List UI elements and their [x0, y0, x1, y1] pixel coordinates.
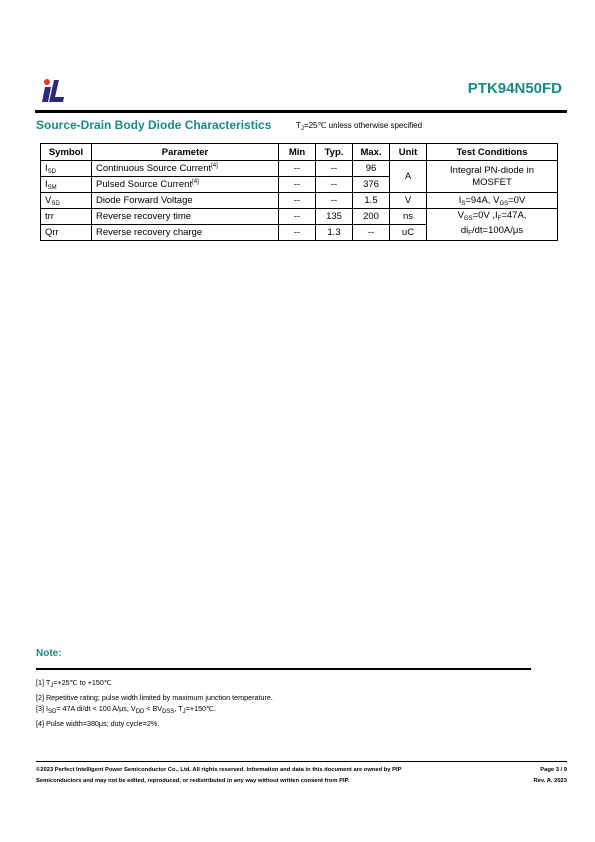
typ-cell: -- — [316, 177, 353, 193]
section-title: Source-Drain Body Diode Characteristics — [36, 118, 272, 132]
unit-cell: uC — [390, 225, 427, 241]
min-cell: -- — [279, 225, 316, 241]
header-typ: Typ. — [316, 144, 353, 161]
typ-cell: 1.3 — [316, 225, 353, 241]
header-rule — [35, 110, 567, 113]
header-min: Min — [279, 144, 316, 161]
notes-title: Note: — [36, 648, 62, 659]
revision: Rev. A. 2023 — [533, 778, 567, 784]
unit-cell: ns — [390, 209, 427, 225]
section-condition: $T_J=25℃$ unless otherwise specified — [296, 121, 423, 132]
footer-rule — [36, 761, 567, 762]
parameter-cell: Reverse recovery charge — [92, 225, 279, 241]
typ-cell: 135 — [316, 209, 353, 225]
conditions-cell: $I_S=94A$, $V_{GS}=0V$ — [427, 193, 558, 209]
symbol-cell: $I_{SM}$ — [41, 177, 92, 193]
header-parameter: Parameter — [92, 144, 279, 161]
part-number: PTK94N50FD — [467, 80, 562, 97]
conditions-cell: $V_{GS}=0V$ $,I_F=47A$, $di_F/dt=100A/\mu s$ — [427, 209, 558, 241]
parameter-cell: Pulsed Source Current[4] — [92, 177, 279, 193]
min-cell: -- — [279, 209, 316, 225]
notes-rule — [36, 668, 531, 670]
symbol-cell: $I_{SD}$ — [41, 161, 92, 177]
parameter-cell: Continuous Source Current[4] — [92, 161, 279, 177]
max-cell: 376 — [353, 177, 390, 193]
footer-line: ©2023 Perfect Intelligent Power Semiconductor Co., Ltd. All rights reserved. Information and data in this document are owned by PIP — [36, 767, 402, 773]
parameter-cell: Diode Forward Voltage — [92, 193, 279, 209]
conditions-cell: Integral PN-diode in MOSFET — [427, 161, 558, 193]
table-row — [41, 209, 558, 225]
unit-cell: A — [390, 161, 427, 193]
symbol-cell: trr — [41, 209, 92, 225]
max-cell: 96 — [353, 161, 390, 177]
note-item: [1] $T_J=+25℃$ to +150℃ — [36, 678, 112, 689]
symbol-cell: $V_{SD}$ — [41, 193, 92, 209]
table-row — [41, 193, 558, 209]
min-cell: -- — [279, 161, 316, 177]
typ-cell: -- — [316, 193, 353, 209]
max-cell: 200 — [353, 209, 390, 225]
table-row — [41, 161, 558, 177]
footer-line: Semiconductors and may not be edited, reproduced, or redistributed in any way without written consent from PIP. — [36, 778, 350, 784]
diode-characteristics-table — [40, 143, 558, 241]
parameter-cell: Reverse recovery time — [92, 209, 279, 225]
unit-cell: V — [390, 193, 427, 209]
note-item: [2] Repetitive rating; pulse width limited by maximum junction temperature. — [36, 693, 273, 702]
header-unit: Unit — [390, 144, 427, 161]
page-number: Page 3 / 9 — [540, 767, 567, 773]
max-cell: -- — [353, 225, 390, 241]
min-cell: -- — [279, 177, 316, 193]
footer-copyright — [36, 765, 401, 787]
typ-cell: -- — [316, 161, 353, 177]
header-max: Max. — [353, 144, 390, 161]
header-test-conditions: Test Conditions — [427, 144, 558, 161]
company-logo — [42, 78, 66, 104]
table-header-row — [41, 144, 558, 161]
header-symbol: Symbol — [41, 144, 92, 161]
min-cell: -- — [279, 193, 316, 209]
notes-list — [36, 677, 273, 729]
symbol-cell: Qrr — [41, 225, 92, 241]
footer-page-info — [533, 765, 567, 787]
note-item: [3] $I_{SD}= 47A$ di/dt < 100 A/μs, $V_{DD} < BV_{DSS}$, $T_J=+150℃$. — [36, 704, 217, 715]
max-cell: 1.5 — [353, 193, 390, 209]
note-item: [4] Pulse width=380μs; duty cycle=2%. — [36, 719, 160, 728]
